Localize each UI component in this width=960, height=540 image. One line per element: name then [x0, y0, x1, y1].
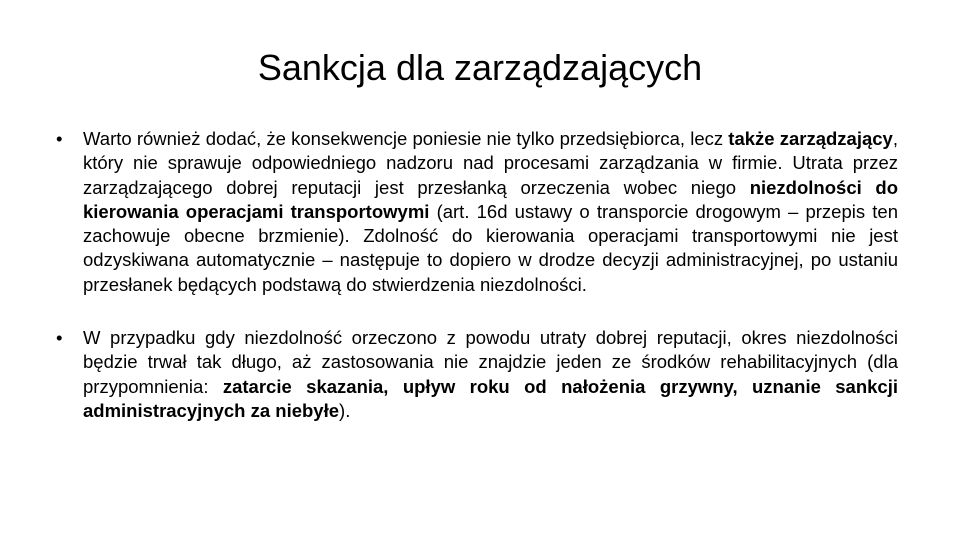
text-run: ). [339, 399, 351, 421]
text-run-bold: zatarcie skazania, upływ roku od nałożenia grzywny, uznanie sankcji administracyjnych za niebyłe [83, 375, 898, 421]
bullet-item-rehabilitation [56, 326, 898, 423]
bullet-text [83, 128, 898, 295]
text-run-bold: także zarządzający [728, 128, 893, 149]
text-run: W przypadku gdy niezdolność orzeczono z powodu utraty dobrej reputacji, okres niezdolności będzie trwał tak długo, aż zastosowania nie znajdzie jeden ze środków rehabilitacyjnych (dla przypomnienia: [83, 327, 898, 397]
text-run: , który nie sprawuje odpowiedniego nadzoru nad procesami zarządzania w firmie. Utrata przez zarządzającego dobrej reputacji jest przesłanką orzeczenia wobec niego [83, 128, 898, 198]
bullet-icon: • [56, 128, 63, 149]
text-run: (art. 16d ustawy o transporcie drogowym – przepis ten zachowuje obecne brzmienie). Zdolność do kierowania operacjami transportowymi nie jest odzyskiwana automatycznie – następuje to dopiero w drodze decyzji administracyjnej, po ustaniu przesłanek będących podstawą do stwierdzenia niezdolności. [83, 200, 898, 295]
bullet-list [56, 127, 898, 423]
bullet-text [83, 327, 898, 421]
bullet-icon: • [56, 327, 63, 349]
text-run: Warto również dodać, że konsekwencje poniesie nie tylko przedsiębiorca, lecz [83, 128, 729, 149]
text-run-bold: niezdolności do kierowania operacjami transportowymi [83, 176, 899, 222]
bullet-item-consequences [56, 127, 898, 297]
slide-title: Sankcja dla zarządzających [257, 47, 703, 88]
